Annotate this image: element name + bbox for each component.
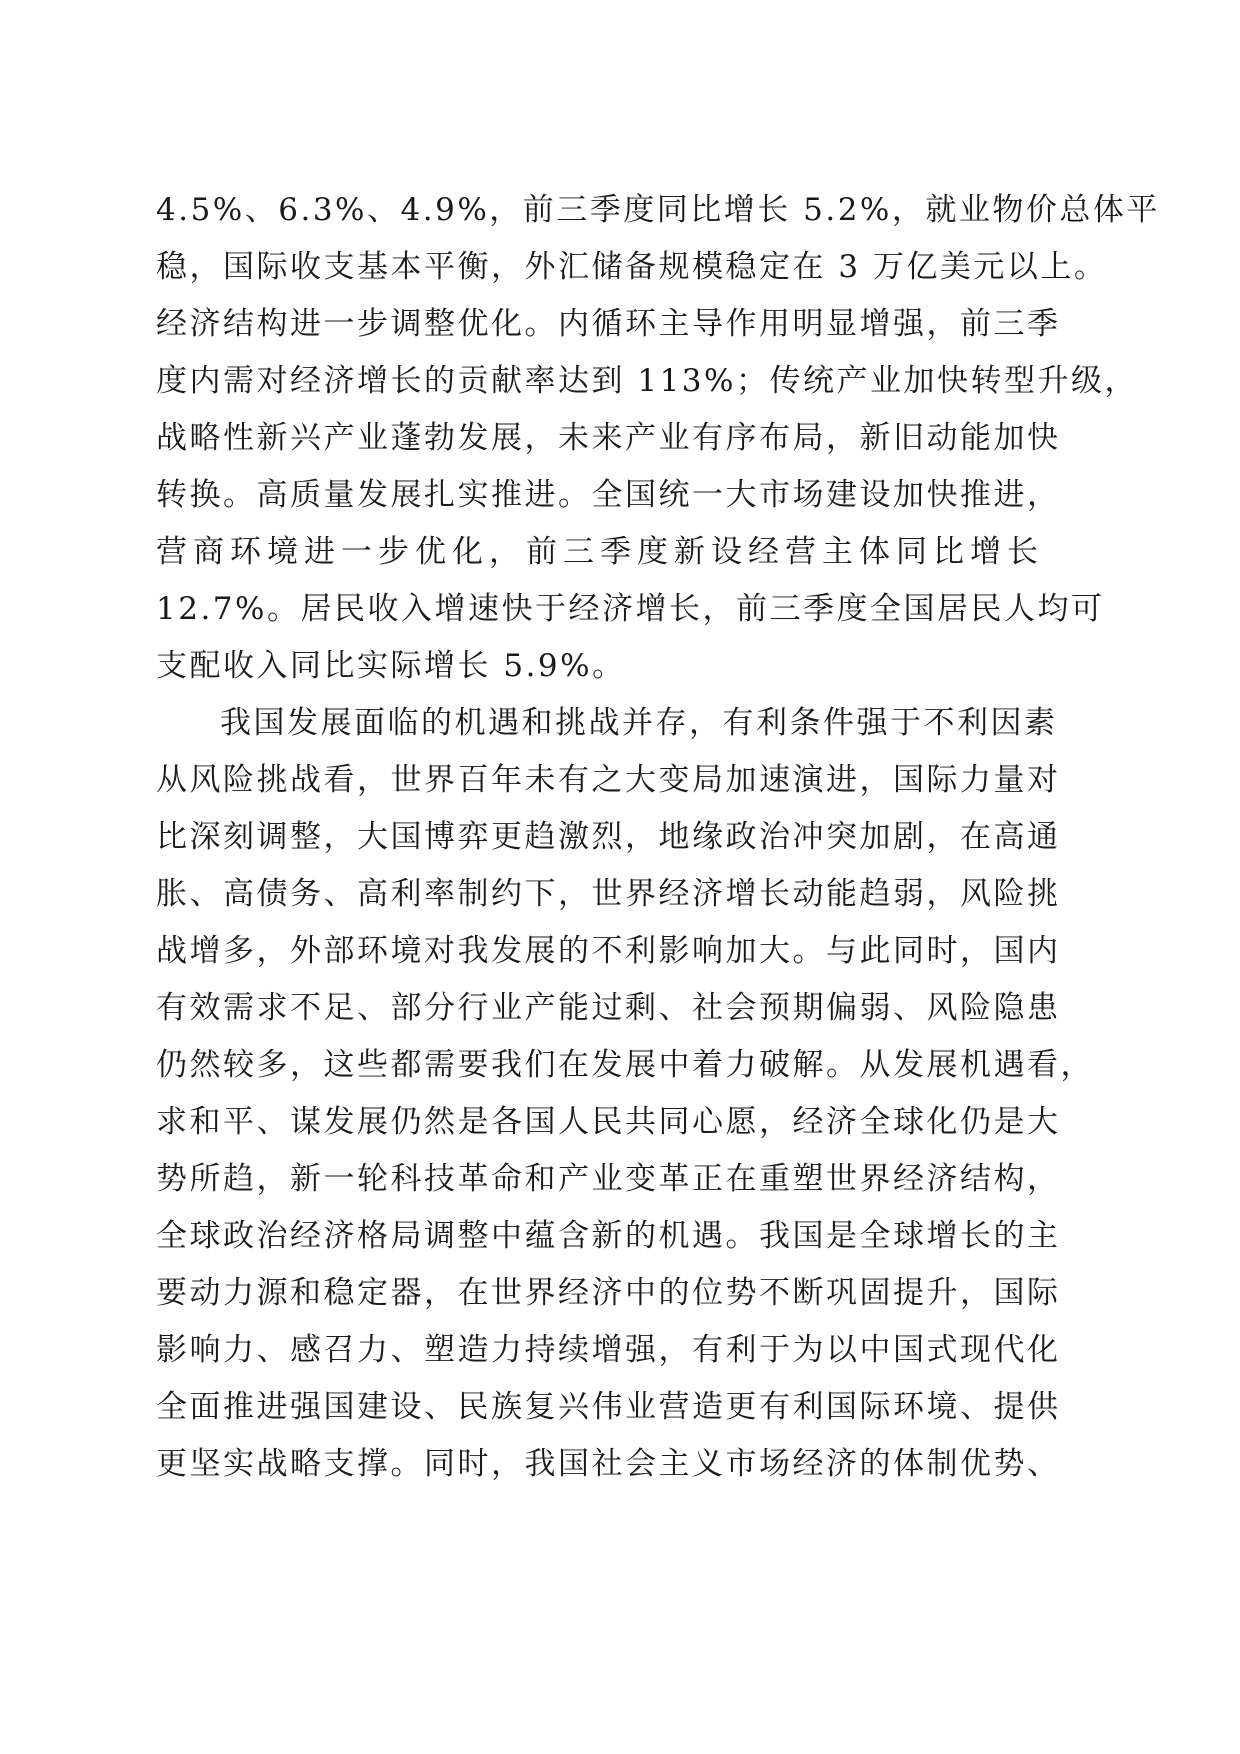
text-line-6: 转换。高质量发展扎实推进。全国统一大市场建设加快推进， bbox=[156, 477, 1061, 513]
text-line-19: 全球政治经济格局调整中蕴含新的机遇。我国是全球增长的主 bbox=[156, 1218, 1061, 1254]
text-line-1: 4.5%、6.3%、4.9%，前三季度同比增长 5.2%，就业物价总体平 bbox=[156, 192, 1160, 228]
text-line-15: 有效需求不足、部分行业产能过剩、社会预期偏弱、风险隐患 bbox=[156, 990, 1061, 1026]
text-line-4: 度内需对经济增长的贡献率达到 113%；传统产业加快转型升级， bbox=[156, 363, 1138, 399]
text-line-2: 稳，国际收支基本平衡，外汇储备规模稳定在 3 万亿美元以上。 bbox=[156, 249, 1108, 285]
text-line-14: 战增多，外部环境对我发展的不利影响加大。与此同时，国内 bbox=[156, 933, 1061, 969]
text-line-12: 比深刻调整，大国博弈更趋激烈，地缘政治冲突加剧，在高通 bbox=[156, 819, 1061, 855]
text-line-13: 胀、高债务、高利率制约下，世界经济增长动能趋弱，风险挑 bbox=[156, 876, 1061, 912]
text-line-3: 经济结构进一步调整优化。内循环主导作用明显增强，前三季 bbox=[156, 306, 1061, 342]
text-line-23: 更坚实战略支撑。同时，我国社会主义市场经济的体制优势、 bbox=[156, 1446, 1061, 1482]
text-line-18: 势所趋，新一轮科技革命和产业变革正在重塑世界经济结构， bbox=[156, 1161, 1061, 1197]
text-line-11: 从风险挑战看，世界百年未有之大变局加速演进，国际力量对 bbox=[156, 762, 1061, 798]
text-line-9: 支配收入同比实际增长 5.9%。 bbox=[156, 648, 626, 684]
text-line-17: 求和平、谋发展仍然是各国人民共同心愿，经济全球化仍是大 bbox=[156, 1104, 1061, 1140]
text-line-7: 营商环境进一步优化，前三季度新设经营主体同比增长 bbox=[156, 534, 1044, 570]
text-line-5: 战略性新兴产业蓬勃发展，未来产业有序布局，新旧动能加快 bbox=[156, 420, 1061, 456]
text-line-16: 仍然较多，这些都需要我们在发展中着力破解。从发展机遇看， bbox=[156, 1047, 1094, 1083]
text-line-8: 12.7%。居民收入增速快于经济增长，前三季度全国居民人均可 bbox=[156, 591, 1105, 627]
text-line-22: 全面推进强国建设、民族复兴伟业营造更有利国际环境、提供 bbox=[156, 1389, 1061, 1425]
text-line-21: 影响力、感召力、塑造力持续增强，有利于为以中国式现代化 bbox=[156, 1332, 1061, 1368]
text-line-20: 要动力源和稳定器，在世界经济中的位势不断巩固提升，国际 bbox=[156, 1275, 1061, 1311]
paragraph-2-first-line: 我国发展面临的机遇和挑战并存，有利条件强于不利因素 bbox=[220, 705, 1058, 741]
